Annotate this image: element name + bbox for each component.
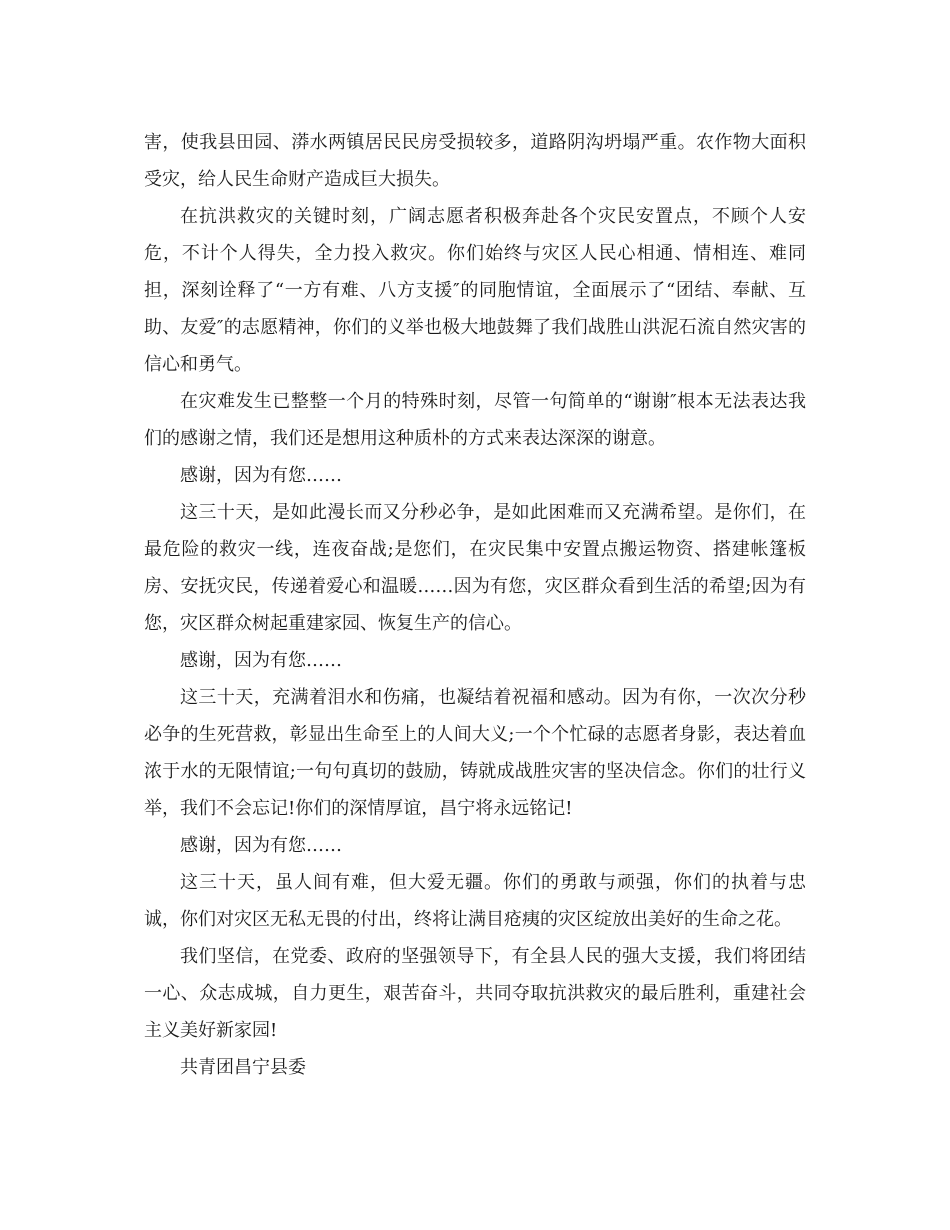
paragraph-volunteers-effort: 在抗洪救灾的关键时刻，广阔志愿者积极奔赴各个灾民安置点，不顾个人安危，不计个人得失，全力投入救灾。你们始终与灾区人民心相通、情相连、难同担，深刻诠释了“一方有难、八方支援″的同胞情谊，全面展示了“团结、奉献、互助、友爱″的志愿精神，你们的义举也极大地鼓舞了我们战胜山洪泥石流自然灾害的信心和勇气。 [144, 206, 806, 375]
paragraph-continuation: 害，使我县田园、漭水两镇居民民房受损较多，道路阴沟坍塌严重。农作物大面积受灾，给人民生命财产造成巨大损失。 [144, 132, 806, 190]
paragraph-thanks-refrain-3: 感谢，因为有您…… [180, 835, 342, 856]
paragraph-thanks-refrain-1: 感谢，因为有您…… [180, 465, 342, 486]
paragraph-thirty-days-3: 这三十天，虽人间有难，但大爱无疆。你们的勇敢与顽强，你们的执着与忠诚，你们对灾区无私无畏的付出，终将让满目疮痍的灾区绽放出美好的生命之花。 [144, 872, 806, 930]
paragraph-belief: 我们坚信，在党委、政府的坚强领导下，有全县人民的强大支援，我们将团结一心、众志成城，自力更生，艰苦奋斗，共同夺取抗洪救灾的最后胜利，重建社会主义美好新家园! [144, 946, 806, 1041]
paragraph-gratitude-intro: 在灾难发生已整整一个月的特殊时刻，尽管一句简单的“谢谢″根本无法表达我们的感谢之情，我们还是想用这种质朴的方式来表达深深的谢意。 [144, 391, 806, 449]
paragraph-thirty-days-2: 这三十天，充满着泪水和伤痛，也凝结着祝福和感动。因为有你，一次次分秒必争的生死营救，彰显出生命至上的人间大义;一个个忙碌的志愿者身影，表达着血浓于水的无限情谊;一句句真切的鼓励，铸就成战胜灾害的坚决信念。你们的壮行义举，我们不会忘记!你们的深情厚谊，昌宁将永远铭记! [144, 687, 806, 819]
document-body [144, 124, 806, 1086]
paragraph-thanks-refrain-2: 感谢，因为有您…… [180, 650, 342, 671]
signature-organization: 共青团昌宁县委 [180, 1057, 306, 1078]
paragraph-thirty-days-1: 这三十天，是如此漫长而又分秒必争，是如此困难而又充满希望。是你们，在最危险的救灾一线，连夜奋战;是您们，在灾民集中安置点搬运物资、搭建帐篷板房、安抚灾民，传递着爱心和温暖……因为有您，灾区群众看到生活的希望;因为有您，灾区群众树起重建家园、恢复生产的信心。 [144, 502, 806, 634]
